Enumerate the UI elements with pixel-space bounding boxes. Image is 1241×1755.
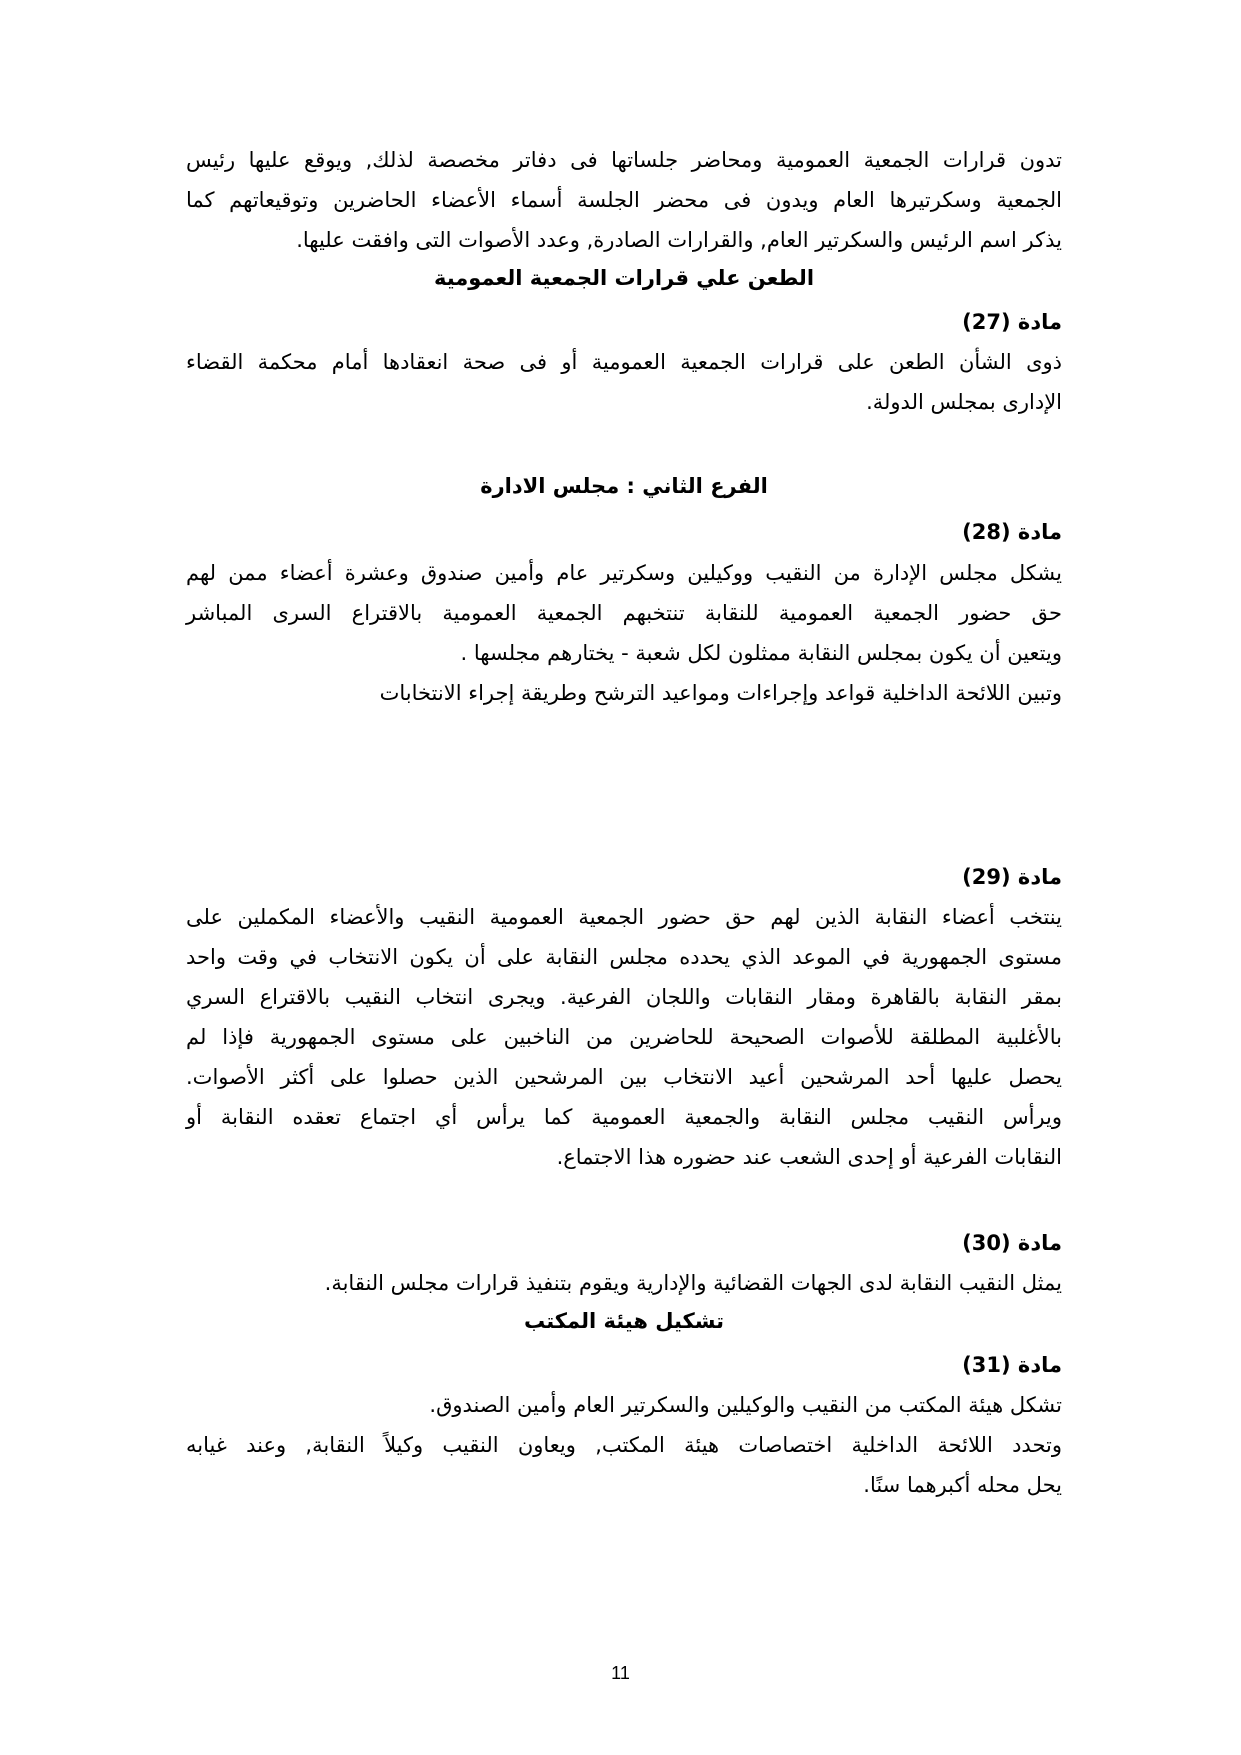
paragraph-line: وتبين اللائحة الداخلية قواعد وإجراءات ومواعيد الترشح وطريقة إجراء الانتخابات <box>379 681 1062 705</box>
paragraph-line: ويرأس النقيب مجلس النقابة والجمعية العمومية كما يرأس أي اجتماع تعقده النقابة أو <box>186 1105 1062 1129</box>
paragraph-line: الإدارى بمجلس الدولة. <box>866 390 1062 414</box>
page-number: 11 <box>611 1663 630 1683</box>
paragraph-line: الجمعية وسكرتيرها العام ويدون فى محضر الجلسة أسماء الأعضاء الحاضرين وتوقيعاتهم كما <box>186 188 1062 212</box>
paragraph-line: يذكر اسم الرئيس والسكرتير العام, والقرارات الصادرة, وعدد الأصوات التى وافقت عليها. <box>296 228 1062 252</box>
paragraph-line: ويتعين أن يكون بمجلس النقابة ممثلون لكل شعبة - يختارهم مجلسها . <box>460 641 1062 665</box>
article-title: مادة (28) <box>962 520 1062 544</box>
article-title: مادة (29) <box>962 865 1062 889</box>
paragraph-line: يمثل النقيب النقابة لدى الجهات القضائية والإدارية ويقوم بتنفيذ قرارات مجلس النقابة. <box>324 1271 1062 1295</box>
paragraph-line: حق حضور الجمعية العمومية للنقابة تنتخبهم الجمعية العمومية بالاقتراع السرى المباشر <box>186 601 1062 625</box>
article-title: مادة (27) <box>962 310 1062 334</box>
paragraph-line: مستوى الجمهورية في الموعد الذي يحدده مجلس النقابة على أن يكون الانتخاب في وقت واحد <box>186 945 1062 969</box>
paragraph-line: يشكل مجلس الإدارة من النقيب ووكيلين وسكرتير عام وأمين صندوق وعشرة أعضاء ممن لهم <box>186 561 1062 585</box>
paragraph-line: يحصل عليها أحد المرشحين أعيد الانتخاب بين المرشحين الذين حصلوا على أكثر الأصوات. <box>186 1065 1062 1089</box>
article-title: مادة (31) <box>962 1353 1062 1377</box>
paragraph-line: ذوى الشأن الطعن على قرارات الجمعية العمومية أو فى صحة انعقادها أمام محكمة القضاء <box>186 350 1062 374</box>
paragraph-line: ينتخب أعضاء النقابة الذين لهم حق حضور الجمعية العمومية النقيب والأعضاء المكملين على <box>186 905 1062 929</box>
section-heading: تشكيل هيئة المكتب <box>523 1309 725 1333</box>
paragraph-line: تشكل هيئة المكتب من النقيب والوكيلين والسكرتير العام وأمين الصندوق. <box>429 1393 1062 1417</box>
paragraph-line: تدون قرارات الجمعية العمومية ومحاضر جلساتها فى دفاتر مخصصة لذلك, ويوقع عليها رئيس <box>186 148 1062 172</box>
section-heading: الفرع الثاني : مجلس الادارة <box>480 474 768 498</box>
document-page <box>186 0 1062 1755</box>
paragraph-line: بالأغلبية المطلقة للأصوات الصحيحة للحاضرين من الناخبين على مستوى الجمهورية فإذا لم <box>186 1025 1062 1049</box>
paragraph-line: يحل محله أكبرهما سنًا. <box>863 1473 1062 1497</box>
article-title: مادة (30) <box>962 1231 1062 1255</box>
section-heading: الطعن علي قرارات الجمعية العمومية <box>433 266 815 290</box>
paragraph-line: بمقر النقابة بالقاهرة ومقار النقابات واللجان الفرعية. ويجرى انتخاب النقيب بالاقتراع السري <box>186 985 1062 1009</box>
paragraph-line: وتحدد اللائحة الداخلية اختصاصات هيئة المكتب, ويعاون النقيب وكيلاً النقابة, وعند غيابه <box>186 1433 1062 1457</box>
paragraph-line: النقابات الفرعية أو إحدى الشعب عند حضوره هذا الاجتماع. <box>556 1145 1062 1169</box>
